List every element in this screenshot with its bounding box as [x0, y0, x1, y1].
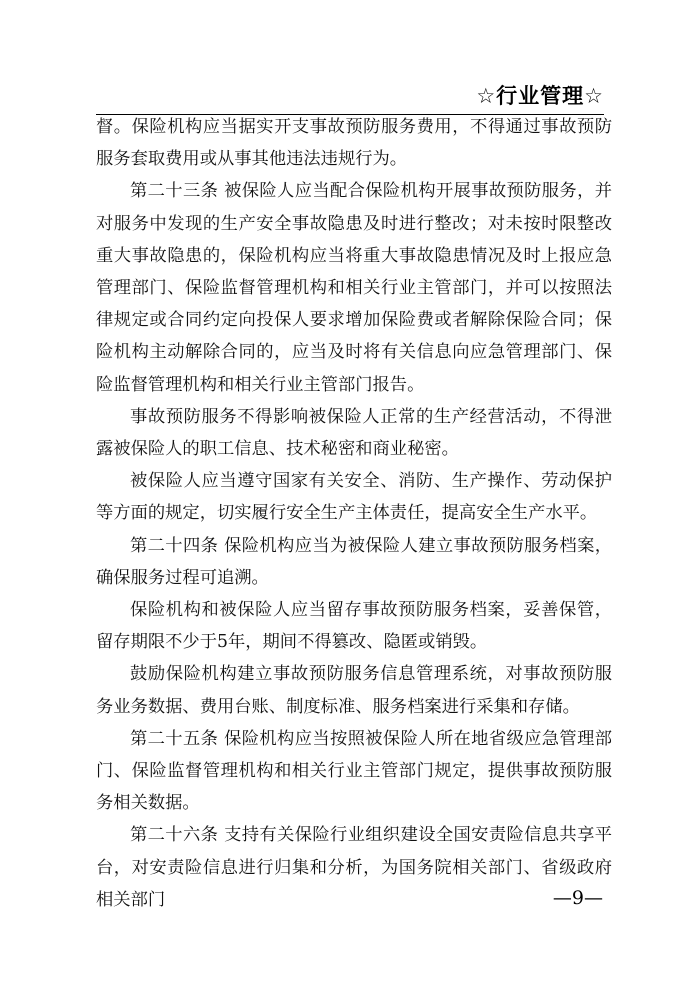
paragraph: 事故预防服务不得影响被保险人正常的生产经营活动，不得泄露被保险人的职工信息、技术秘密和商业秘密。 [96, 406, 612, 460]
paragraph: 鼓励保险机构建立事故预防服务信息管理系统，对事故预防服务业务数据、费用台账、制度标准、服务档案进行采集和存储。 [96, 664, 612, 717]
body-text [96, 111, 612, 916]
page-header [96, 78, 604, 115]
paragraph: 保险机构和被保险人应当留存事故预防服务档案，妥善保管，留存期限不少于5年，期间不得篡改、隐匿或销毁。 [96, 600, 612, 653]
section-title: ☆行业管理☆ [476, 84, 604, 108]
paragraph-article-23: 第二十三条 被保险人应当配合保险机构开展事故预防服务，并对服务中发现的生产安全事故隐患及时进行整改；对未按时限整改重大事故隐患的，保险机构应当将重大事故隐患情况及时上报应急管理部门、保险监督管理机构和相关行业主管部门，并可以按照法律规定或合同约定向投保人要求增加保险费或者解除保险合同；保险机构主动解除合同的，应当及时将有关信息向应急管理部门、保险监督管理机构和相关行业主管部门报告。 [96, 181, 612, 395]
paragraph: 被保险人应当遵守国家有关安全、消防、生产操作、劳动保护等方面的规定，切实履行安全生产主体责任，提高安全生产水平。 [96, 471, 612, 524]
paragraph-article-24: 第二十四条 保险机构应当为被保险人建立事故预防服务档案，确保服务过程可追溯。 [96, 535, 612, 588]
paragraph-continuation: 督。保险机构应当据实开支事故预防服务费用，不得通过事故预防服务套取费用或从事其他违法违规行为。 [96, 117, 612, 170]
page-number: —9— [552, 887, 603, 909]
paragraph-article-26: 第二十六条 支持有关保险行业组织建设全国安责险信息共享平台，对安责险信息进行归集和分析，为国务院相关部门、省级政府相关部门 [96, 825, 612, 910]
paragraph-article-25: 第二十五条 保险机构应当按照被保险人所在地省级应急管理部门、保险监督管理机构和相关行业主管部门规定，提供事故预防服务相关数据。 [96, 728, 612, 814]
